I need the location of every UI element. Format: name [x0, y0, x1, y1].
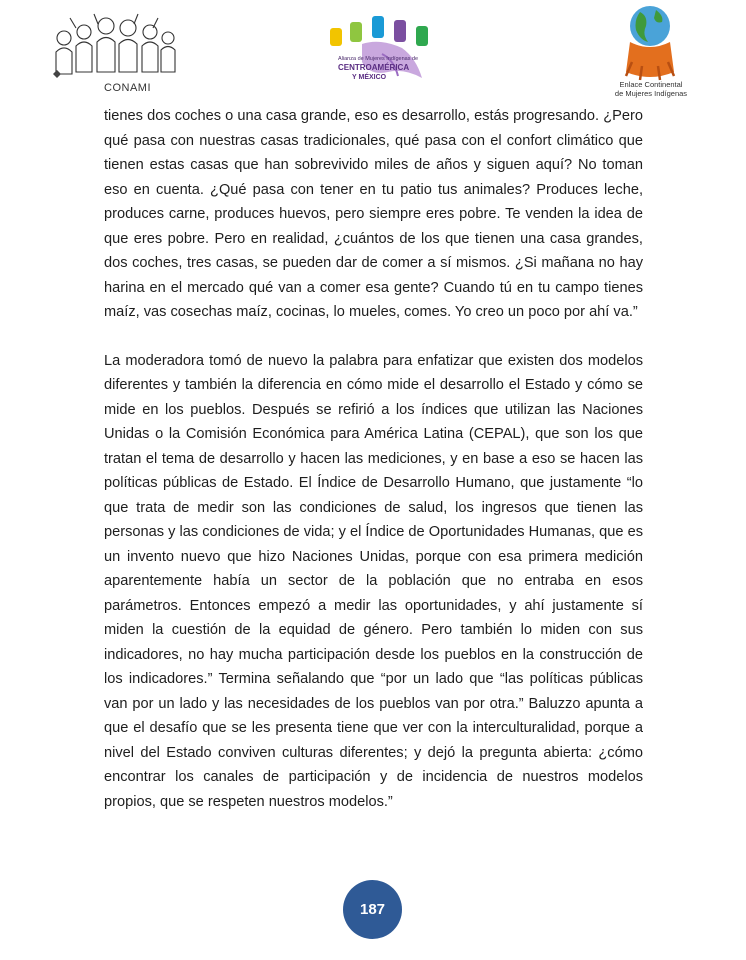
enlace-logo [610, 2, 690, 82]
page-header [0, 0, 746, 100]
alianza-line2: CENTROAMÉRICA [338, 63, 410, 72]
document-body [104, 104, 643, 814]
enlace-label [596, 80, 706, 98]
conami-logo [50, 8, 180, 88]
page-number-badge [343, 880, 402, 939]
conami-label: CONAMI [104, 82, 151, 94]
enlace-line2: de Mujeres Indígenas [614, 89, 688, 98]
alianza-line3: Y MÉXICO [352, 74, 387, 81]
paragraph-1: tienes dos coches o una casa grande, eso es desarrollo, estás progresando. ¿Pero qué pasa con nuestras casas tradicionales, qué pasa con el confort climático que tienen estas casas que han sobrevivido miles de años y siguen aquí? No toman eso en cuenta. ¿Qué pasa con tener en tu patio tus animales? Produces leche, produces carne, produces huevos, pero siempre eres pobre. Te venden la idea de que eres pobre. Pero en realidad, ¿cuántos de los que tienen una casa grandes, dos coches, tres casas, se pueden dar de comer a sí mismos. ¿Si mañana no hay harina en el mercado qué van a comer esa gente? Cuando tú en tu campo tienes maíz, vas cosechas maíz, cocinas, lo mueles, comes. Yo creo un poco por ahí va.” [104, 108, 643, 320]
paragraph-2: La moderadora tomó de nuevo la palabra para enfatizar que existen dos modelos diferentes y también la diferencia en cómo mide el desarrollo el Estado y cómo se mide en los pueblos. Después se refirió a los índices que utilizan las Naciones Unidas o la Comisión Económica para América Latina (CEPAL), que son los que tratan el tema de desarrollo y hacen las mediciones, y en base a eso se hacen las políticas públicas de Estado. El Índice de Desarrollo Humano, que justamente “lo que trata de medir son las condiciones de salud, los ingresos que tienen las personas y las condiciones de vida; y el Índice de Oportunidades Humanas, que es un invento nuevo que hizo Naciones Unidas, porque con esa primera medición aparentemente había un sector de la población que no entraba en esos parámetros. Entonces empezó a medir las oportunidades, y ahí justamente sí miden la cuestión de la equidad de género. Pero también lo miden con sus indicadores, no hay mucha participación desde los pueblos en la construcción de los indicadores.” Termina señalando que “por un lado que “las políticas públicas van por un lado y las necesidades de los pueblos van por otra.” Baluzzo apunta a que el desafío que se les presenta tiene que ver con la interculturalidad, porque a nivel del Estado conviven culturas diferentes; y dejó la pregunta abierta: ¿cómo encontrar los canales de participación y de incidencia de nuestros modelos propios, que se respeten nuestros modelos.” [104, 352, 643, 810]
page-number: 187 [359, 901, 386, 918]
alianza-logo [322, 14, 442, 96]
alianza-line1: Alianza de Mujeres Indígenas de [338, 56, 419, 62]
enlace-line1: Enlace Continental [619, 80, 683, 89]
